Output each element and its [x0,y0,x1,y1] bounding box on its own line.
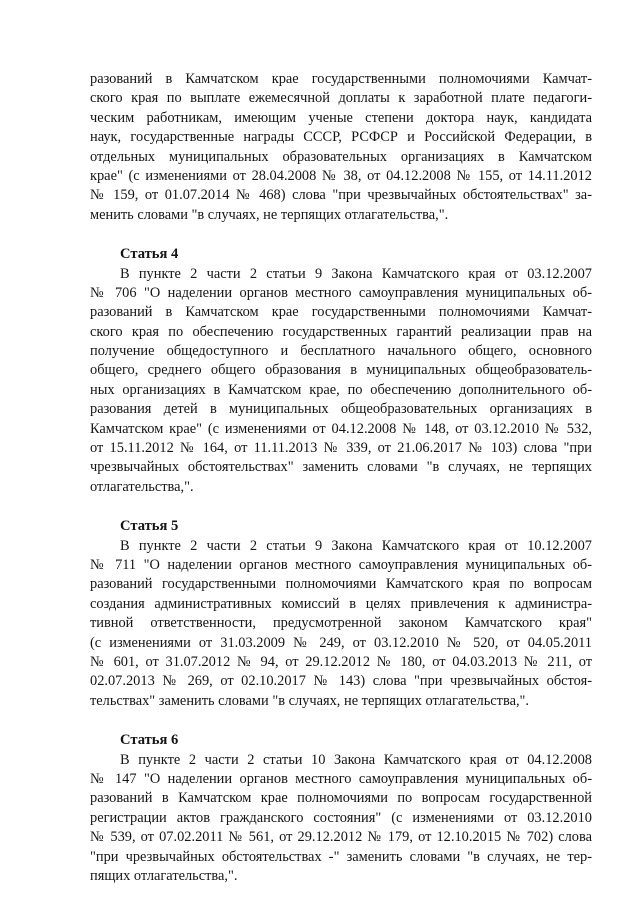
text-line: "при чрезвычайных обстоятельствах -" заменить словами "в случаях, не тер- [90,848,592,865]
text-line: разований государственными полномочиями Камчатского края по вопросам [90,576,592,593]
text-line: № 711 "О наделении органов местного самоуправления муниципальных об- [90,557,592,574]
text-line: разований в Камчатском крае государственными полномочиями Камчат- [90,304,592,321]
text-line: В пункте 2 части 2 статьи 9 Закона Камчатского края от 03.12.2007 [120,265,592,282]
text-line: № 706 "О наделении органов местного самоуправления муниципальных об- [90,284,592,301]
article-heading: Статья 5 [120,518,179,535]
text-line: регистрации актов гражданского состояния" (с изменениями от 03.12.2010 [90,809,592,826]
text-line: ского края по выплате ежемесячной доплаты к заработной плате педагоги- [90,90,592,107]
text-line: № 601, от 31.07.2012 № 94, от 29.12.2012 № 180, от 04.03.2013 № 211, от [90,653,592,670]
text-line: разования детей в муниципальных общеобразовательных организациях в [90,401,592,418]
text-line: от 15.11.2012 № 164, от 11.11.2013 № 339, от 21.06.2017 № 103) слова "при [90,440,592,457]
text-line: менить словами "в случаях, не терпящих отлагательства,". [90,206,449,223]
text-line: общего, среднего общего образования в муниципальных общеобразователь- [90,362,592,379]
text-line: ского края по обеспечению государственных гарантий реализации прав на [90,323,592,340]
text-line: получение общедоступного и бесплатного начального общего, основного [90,343,592,360]
text-line: крае" (с изменениями от 28.04.2008 № 38, от 04.12.2008 № 155, от 14.11.2012 [90,167,592,184]
text-line: № 539, от 07.02.2011 № 561, от 29.12.2012 № 179, от 12.10.2015 № 702) слова [90,829,592,846]
text-line: В пункте 2 части 2 статьи 9 Закона Камчатского края от 10.12.2007 [120,537,592,554]
text-line: № 147 "О наделении органов местного самоуправления муниципальных об- [90,770,592,787]
text-line: ческим работникам, имеющим ученые степени доктора наук, кандидата [90,109,592,126]
text-line: тельствах" заменить словами "в случаях, не терпящих отлагательства,". [90,692,530,709]
article-6 [90,731,592,886]
text-line: 02.07.2013 № 269, от 02.10.2017 № 143) слова "при чрезвычайных обстоя- [90,673,592,690]
article-heading: Статья 6 [120,732,179,749]
article-5 [90,517,592,711]
text-line: тивной ответственности, предусмотренной законом Камчатского края" [90,615,592,632]
text-line: наук, государственные награды СССР, РСФСР и Российской Федерации, в [90,129,592,146]
intro-paragraph [90,70,592,225]
text-line: В пункте 2 части 2 статьи 10 Закона Камчатского края от 04.12.2008 [120,751,592,768]
text-line: Камчатском крае" (с изменениями от 04.12.2008 № 148, от 03.12.2010 № 532, [90,420,592,437]
text-line: пящих отлагательства,". [90,867,238,884]
text-line: ных организациях в Камчатском крае, по обеспечению дополнительного об- [90,381,592,398]
text-line: отлагательства,". [90,478,194,495]
text-line: отдельных муниципальных образовательных организациях в Камчатском [90,148,592,165]
text-line: № 159, от 01.07.2014 № 468) слова "при чрезвычайных обстоятельствах" за- [90,187,592,204]
text-line: создания административных комиссий в целях привлечения к администра- [90,595,592,612]
text-line: разований в Камчатском крае государственными полномочиями Камчат- [90,71,592,87]
article-4 [90,245,592,497]
text-line: чрезвычайных обстоятельствах" заменить словами "в случаях, не терпящих [90,459,592,476]
article-heading: Статья 4 [120,246,179,263]
text-line: разований в Камчатском крае полномочиями по вопросам государственной [90,790,592,807]
text-line: (с изменениями от 31.03.2009 № 249, от 03.12.2010 № 520, от 04.05.2011 [90,634,592,651]
